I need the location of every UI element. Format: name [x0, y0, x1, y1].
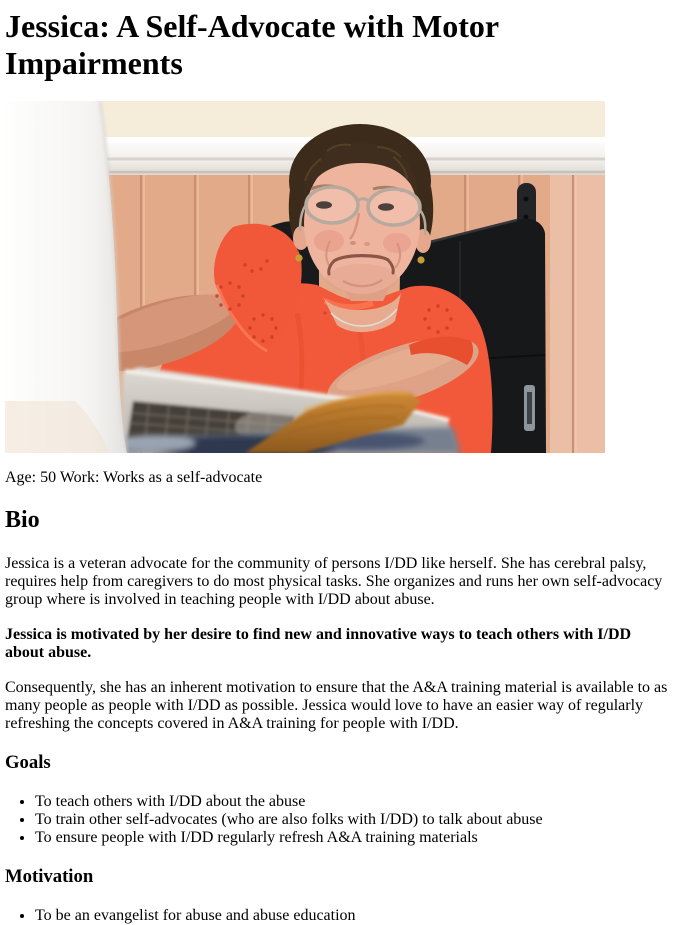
persona-page	[5, 8, 669, 925]
bio-highlight	[5, 626, 669, 663]
motivation-heading: Motivation	[5, 866, 94, 888]
page-title: Jessica: A Self-Advocate with Motor Impairments	[5, 8, 499, 81]
goals-list	[5, 793, 669, 848]
goals-heading: Goals	[5, 752, 51, 774]
bio-heading: Bio	[5, 506, 40, 533]
motivation-item: • To be an evangelist for abuse and abuse education	[35, 907, 669, 925]
bio-highlight-text: Jessica is motivated by her desire to find new and innovative ways to teach others with I/DD about abuse.	[5, 625, 632, 662]
goal-item: • To train other self-advocates (who are also folks with I/DD) to talk about abuse	[35, 811, 669, 829]
demographics-line: Age: 50 Work: Works as a self-advocate	[5, 468, 263, 486]
motivation-list	[5, 907, 669, 925]
jessica-photo	[5, 101, 605, 453]
bio-paragraph-2: Consequently, she has an inherent motivation to ensure that the A&A training material is available to as many people as people with I/DD as possible. Jessica would love to have an easier way of regularly refreshing the concepts covered in A&A training for people with I/DD.	[5, 678, 668, 733]
goal-item: • To teach others with I/DD about the abuse	[35, 793, 669, 811]
goal-item: • To ensure people with I/DD regularly refresh A&A training materials	[35, 829, 669, 847]
bio-paragraph-1: Jessica is a veteran advocate for the community of persons I/DD like herself. She has cerebral palsy, requires help from caregivers to do most physical tasks. She organizes and runs her own self-advocacy group where is involved in teaching people with I/DD about abuse.	[5, 554, 663, 609]
